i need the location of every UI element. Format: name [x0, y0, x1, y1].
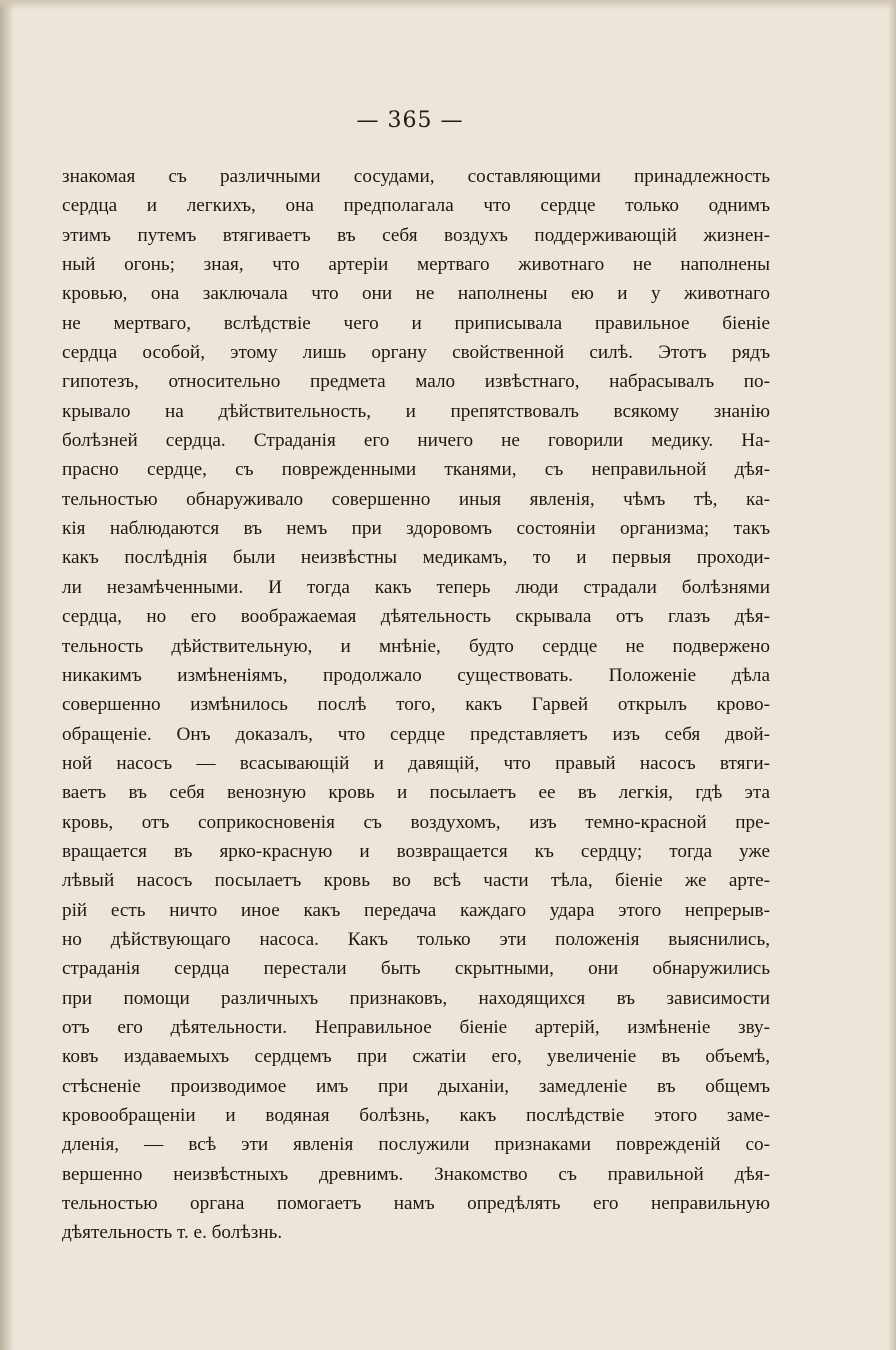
text-line: совершенно измѣнилось послѣ того, какъ Гарвей открылъ крово-	[62, 694, 770, 716]
text-line: вращается въ ярко-красную и возвращается къ сердцу; тогда уже	[62, 840, 770, 862]
text-line: не мертваго, вслѣдствіе чего и приписывала правильное біеніе	[62, 312, 770, 334]
text-line: сердца, но его воображаемая дѣятельность скрывала отъ глазъ дѣя-	[62, 606, 770, 628]
text-line: никакимъ измѣненіямъ, продолжало существовать. Положеніе дѣла	[62, 664, 770, 686]
page-edge-top	[0, 0, 896, 10]
text-line: сердца особой, этому лишь органу свойственной силѣ. Этотъ рядъ	[62, 342, 770, 364]
text-line: тельность дѣйствительную, и мнѣніе, будто сердце не подвержено	[62, 635, 770, 657]
text-line: гипотезъ, относительно предмета мало извѣстнаго, набрасывалъ по-	[62, 371, 770, 393]
text-line: какъ послѣднія были неизвѣстны медикамъ, то и первыя проходи-	[62, 547, 770, 569]
text-line: тельностью обнаруживало совершенно иныя явленія, чѣмъ тѣ, ка-	[62, 488, 770, 510]
text-line: лѣвый насосъ посылаетъ кровь во всѣ части тѣла, біеніе же арте-	[62, 870, 770, 892]
text-line: дленія, — всѣ эти явленія послужили признаками поврежденій со-	[62, 1134, 770, 1156]
page-number: — 365 —	[356, 108, 464, 133]
text-line: ной насосъ — всасывающій и давящій, что правый насосъ втяги-	[62, 752, 770, 774]
text-line: этимъ путемъ втягиваетъ въ себя воздухъ поддерживающій жизнен-	[62, 224, 770, 246]
text-line: кровью, она заключала что они не наполнены ею и у животнаго	[62, 283, 770, 305]
text-line: прасно сердце, съ поврежденными тканями, съ неправильной дѣя-	[62, 459, 770, 481]
text-line: кровь, отъ соприкосновенія съ воздухомъ, изъ темно-красной пре-	[62, 811, 770, 833]
text-line: болѣзней сердца. Страданія его ничего не говорили медику. На-	[62, 430, 770, 452]
text-line: вершенно неизвѣстныхъ древнимъ. Знакомство съ правильной дѣя-	[62, 1163, 770, 1185]
text-line: при помощи различныхъ признаковъ, находящихся въ зависимости	[62, 987, 770, 1009]
spine-shadow	[0, 0, 14, 1350]
text-line: страданія сердца перестали быть скрытными, они обнаружились	[62, 958, 770, 980]
text-line: но дѣйствующаго насоса. Какъ только эти положенія выяснились,	[62, 928, 770, 950]
text-line: сердца и легкихъ, она предполагала что сердце только однимъ	[62, 195, 770, 217]
page-edge-right	[888, 0, 896, 1350]
text-line: дѣятельность т. е. болѣзнь.	[62, 1222, 283, 1244]
text-line: стѣсненіе производимое имъ при дыханіи, замедленіе въ общемъ	[62, 1075, 770, 1097]
text-line: отъ его дѣятельности. Неправильное біеніе артерій, измѣненіе зву-	[62, 1016, 770, 1038]
text-line: рій есть ничто иное какъ передача каждаго удара этого непрерыв-	[62, 899, 770, 921]
text-line: тельностью органа помогаетъ намъ опредѣлять его неправильную	[62, 1193, 770, 1215]
text-line: обращеніе. Онъ доказалъ, что сердце представляетъ изъ себя двой-	[62, 723, 770, 745]
text-line: кія наблюдаются въ немъ при здоровомъ состояніи организма; такъ	[62, 518, 770, 540]
text-line: ковъ издаваемыхъ сердцемъ при сжатіи его, увеличеніе въ объемѣ,	[62, 1046, 770, 1068]
text-line: крывало на дѣйствительность, и препятствовалъ всякому знанію	[62, 400, 770, 422]
text-line: знакомая съ различными сосудами, составляющими принадлежность	[62, 166, 770, 187]
text-line: ваетъ въ себя венозную кровь и посылаетъ ее въ легкія, гдѣ эта	[62, 782, 770, 804]
text-line: ный огонь; зная, что артеріи мертваго животнаго не наполнены	[62, 254, 770, 276]
text-line: ли незамѣченными. И тогда какъ теперь люди страдали болѣзнями	[62, 576, 770, 598]
body-paragraph	[62, 162, 770, 1248]
text-line: кровообращеніи и водяная болѣзнь, какъ послѣдствіе этого заме-	[62, 1105, 770, 1126]
